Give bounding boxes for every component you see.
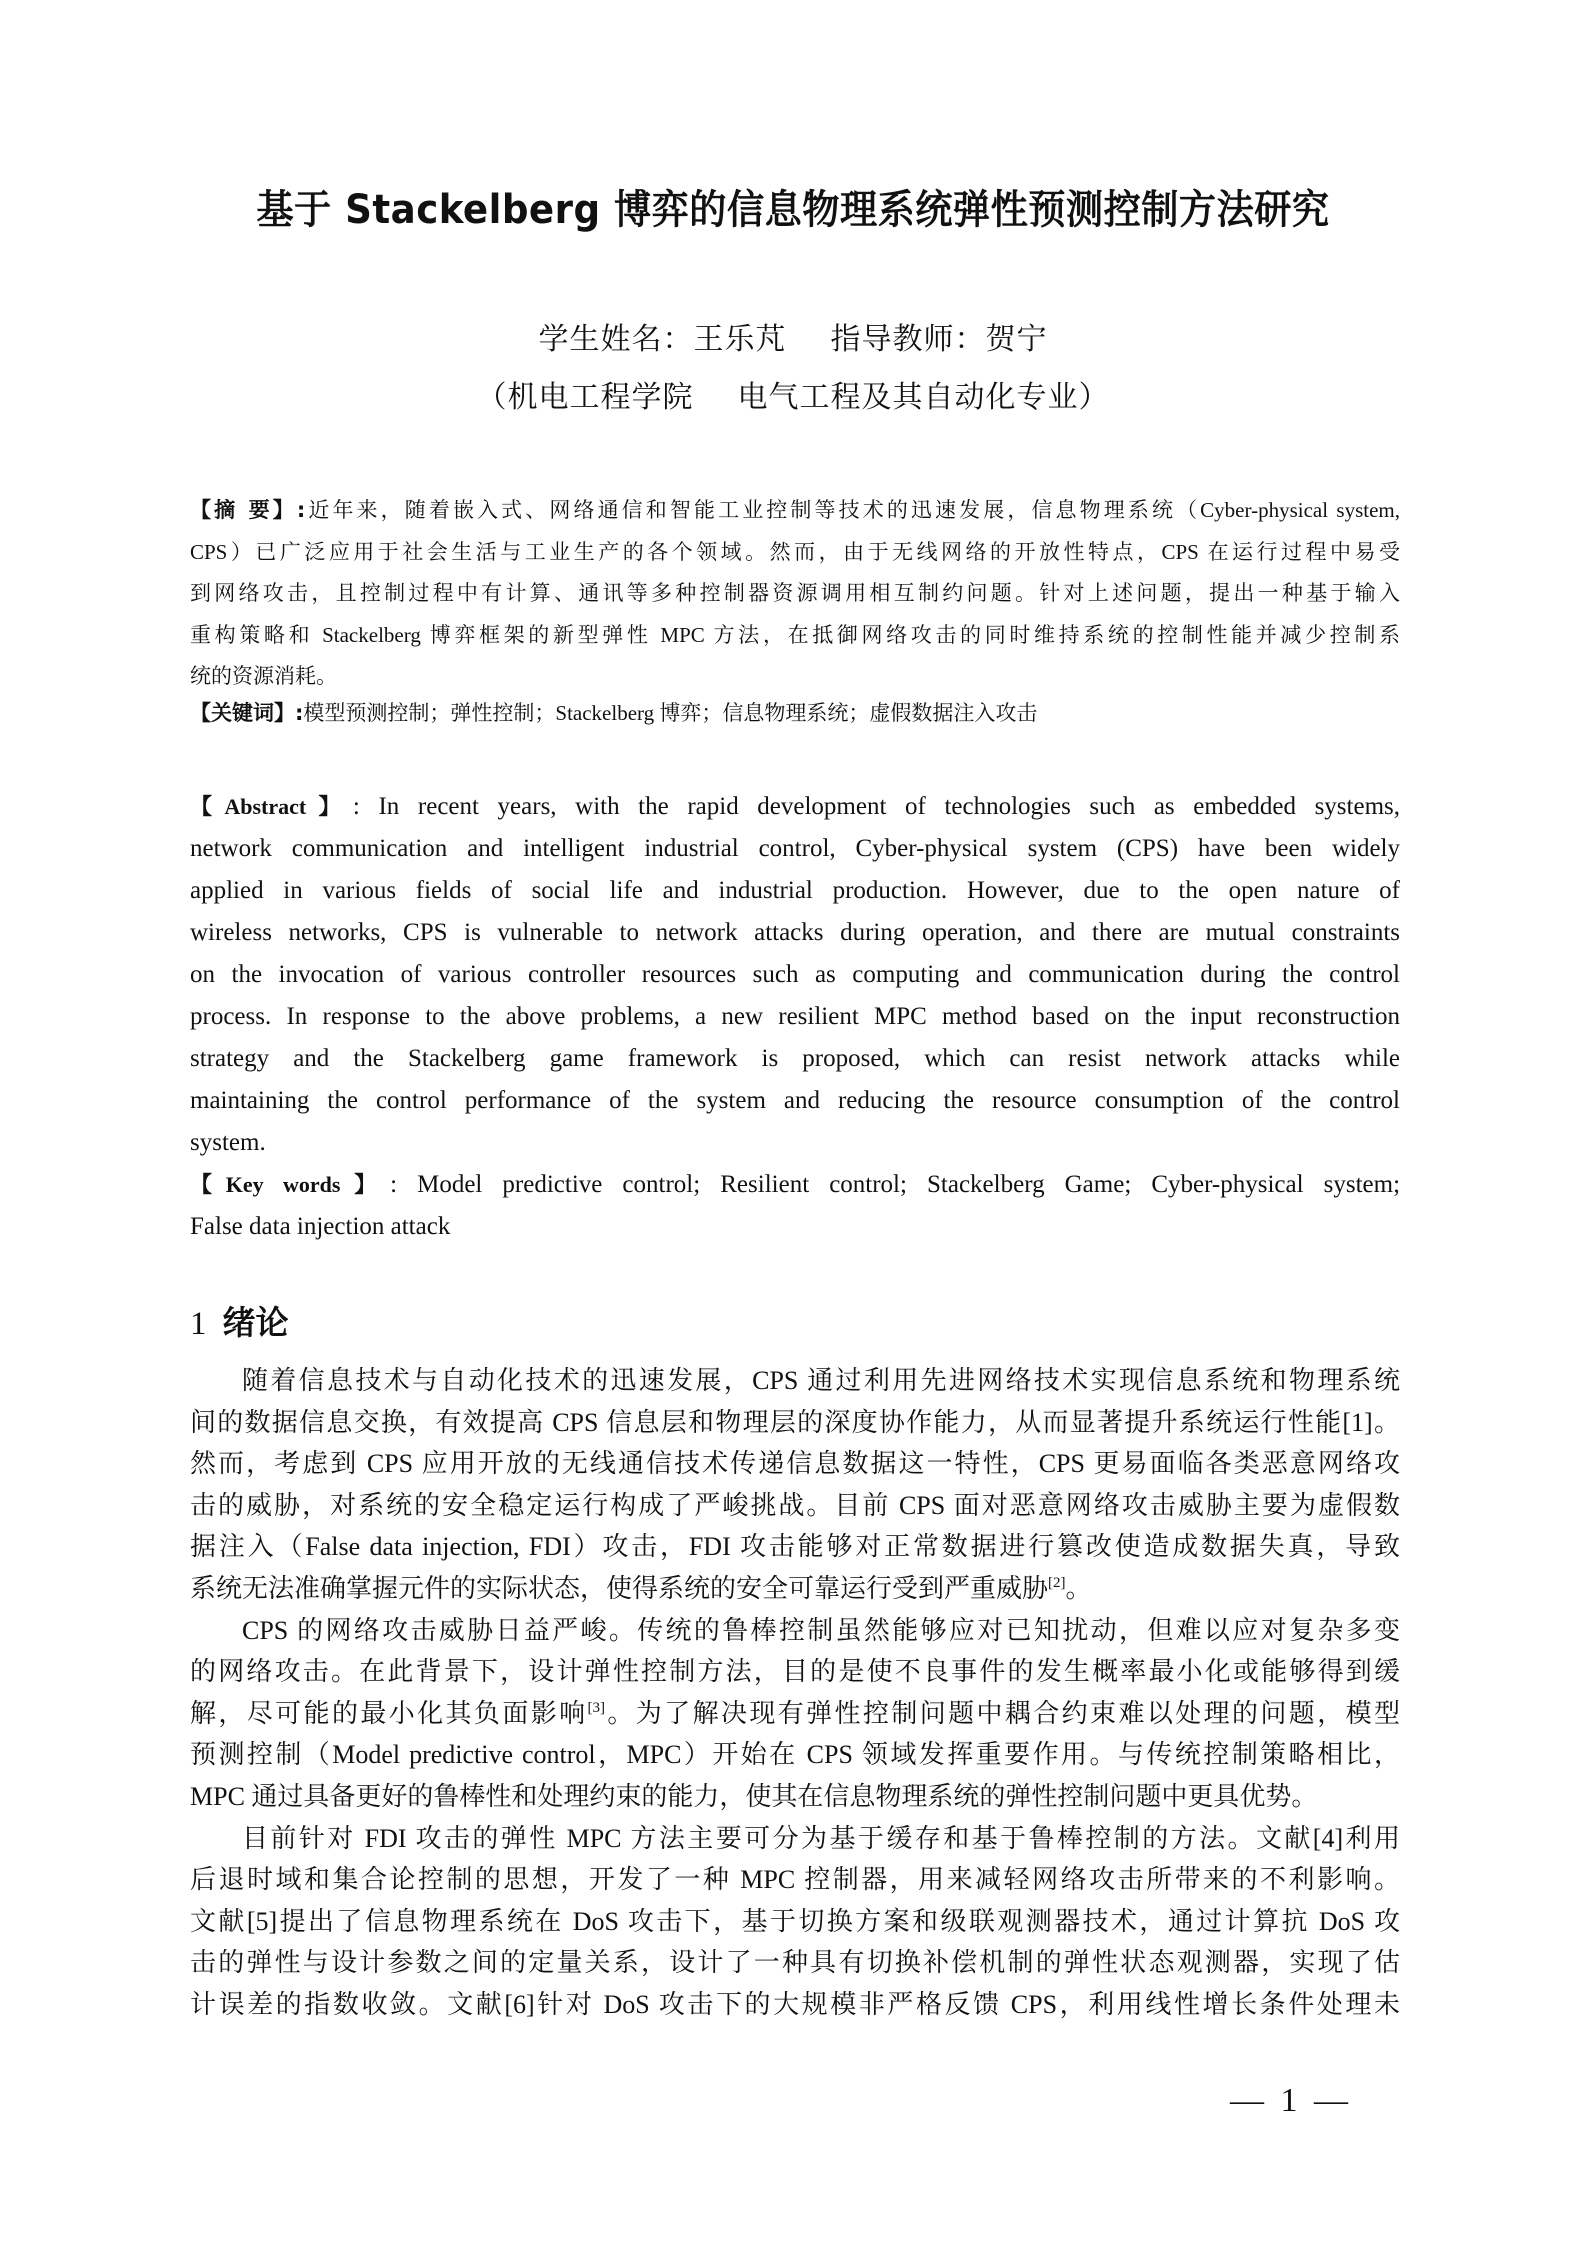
abstract-line: CPS）已广泛应用于社会生活与工业生产的各个领域。然而，由于无线网络的开放性特点，CPS 在运行过程中易受	[190, 539, 1400, 564]
body-line: 文献[5]提出了信息物理系统在 DoS 攻击下，基于切换方案和级联观测器技术，通过计算抗 DoS 攻	[190, 1906, 1400, 1936]
abstract-line	[190, 490, 1400, 532]
chinese-keywords	[190, 697, 1037, 727]
abstract-line	[190, 786, 1400, 828]
section-title-text: 绪论	[222, 1303, 289, 1342]
english-abstract	[190, 786, 1400, 1248]
abstract-line: wireless networks, CPS is vulnerable to network attacks during operation, and there are mutual constraints	[190, 919, 1400, 946]
colon: :	[352, 793, 379, 820]
citation-ref: [3]	[587, 1699, 605, 1716]
abstract-text: In recent years, with the rapid development of technologies such as embedded systems,	[378, 793, 1400, 820]
body-line: 据注入（False data injection, FDI）攻击，FDI 攻击能够对正常数据进行篡改使造成数据失真，导致	[190, 1532, 1400, 1562]
cn-keywords-label: 【关键词】:	[190, 701, 304, 725]
abstract-line: process. In response to the above problems, a new resilient MPC method based on the input reconstruction	[190, 1003, 1400, 1030]
abstract-text: 近年来，随着嵌入式、网络通信和智能工业控制等技术的迅速发展，信息物理系统（Cyber-physical system,	[305, 498, 1400, 522]
body-line: MPC 通过具备更好的鲁棒性和处理约束的能力，使其在信息物理系统的弹性控制问题中更具优势。	[190, 1781, 1318, 1811]
page-number: — 1 —	[1230, 2082, 1352, 2119]
body-text-span: 解，尽可能的最小化其负面影响	[190, 1698, 588, 1728]
abstract-line: on the invocation of various controller resources such as computing and communication during the control	[190, 961, 1400, 988]
body-line: 计误差的指数收敛。文献[6]针对 DoS 攻击下的大规模非严格反馈 CPS，利用线性增长条件处理未	[190, 1989, 1400, 2019]
en-keywords-line: False data injection attack	[190, 1213, 451, 1240]
body-line: 后退时域和集合论控制的思想，开发了一种 MPC 控制器，用来减轻网络攻击所带来的不利影响。	[190, 1865, 1400, 1895]
author-line	[0, 314, 1586, 358]
abstract-line: system.	[190, 1129, 266, 1156]
abstract-line: 统的资源消耗。	[190, 664, 337, 688]
affiliation-line	[0, 372, 1586, 416]
student-name: 王乐芃	[693, 323, 787, 356]
body-line: 目前针对 FDI 攻击的弹性 MPC 方法主要可分为基于缓存和基于鲁棒控制的方法。文献[4]利用	[242, 1823, 1400, 1853]
body-line: 随着信息技术与自动化技术的迅速发展，CPS 通过利用先进网络技术实现信息系统和物理系统	[242, 1366, 1400, 1395]
body-line	[190, 1693, 1400, 1735]
colon: :	[390, 1171, 418, 1198]
school-name: 机电工程学院	[507, 381, 694, 414]
advisor-label: 指导教师：	[830, 323, 986, 356]
body-line: 击的弹性与设计参数之间的定量关系，设计了一种具有切换补偿机制的弹性状态观测器，实现了估	[190, 1948, 1400, 1978]
paren-close: ）	[1078, 381, 1110, 414]
body-line	[190, 1568, 1400, 1610]
abstract-line: 到网络攻击，且控制过程中有计算、通讯等多种控制器资源调用相互制约问题。针对上述问题，提出一种基于输入	[190, 581, 1400, 605]
abstract-line: 重构策略和 Stackelberg 博弈框架的新型弹性 MPC 方法，在抵御网络攻击的同时维持系统的控制性能并减少控制系	[190, 622, 1400, 647]
body-line: 的网络攻击。在此背景下，设计弹性控制方法，目的是使不良事件的发生概率最小化或能够得到缓	[190, 1657, 1400, 1687]
en-abstract-label: 【Abstract】	[190, 794, 353, 819]
en-keywords-label: 【Key words】	[190, 1172, 391, 1197]
abstract-line: strategy and the Stackelberg game framework is proposed, which can resist network attacks while	[190, 1045, 1400, 1072]
body-line: 击的威胁，对系统的安全稳定运行构成了严峻挑战。目前 CPS 面对恶意网络攻击威胁主要为虚假数	[190, 1490, 1400, 1520]
en-keywords-text: Model predictive control; Resilient control; Stackelberg Game; Cyber-physical system;	[417, 1171, 1401, 1198]
paper-title: 基于 Stackelberg 博弈的信息物理系统弹性预测控制方法研究	[256, 187, 1330, 233]
chinese-abstract	[190, 490, 1400, 698]
advisor-name: 贺宁	[985, 323, 1048, 356]
abstract-line: network communication and intelligent industrial control, Cyber-physical system (CPS) have been widely	[190, 835, 1400, 862]
major-name: 电气工程及其自动化专业	[737, 381, 1079, 414]
citation-ref: [2]	[1048, 1574, 1066, 1591]
student-label: 学生姓名：	[538, 323, 694, 356]
cn-abstract-label: 【摘 要】:	[190, 498, 306, 522]
abstract-line: applied in various fields of social life and industrial production. However, due to the open nature of	[190, 877, 1400, 904]
abstract-line: maintaining the control performance of the system and reducing the resource consumption of the control	[190, 1087, 1400, 1114]
body-text-span: 系统无法准确掌握元件的实际状态，使得系统的安全可靠运行受到严重威胁	[190, 1573, 1049, 1603]
cn-keywords-text: 模型预测控制；弹性控制；Stackelberg 博弈；信息物理系统；虚假数据注入攻击	[303, 701, 1038, 725]
body-line: 预测控制（Model predictive control，MPC）开始在 CPS 领域发挥重要作用。与传统控制策略相比，	[190, 1740, 1400, 1770]
en-keywords-line	[190, 1164, 1400, 1206]
body-text-span: 。为了解决现有弹性控制问题中耦合约束难以处理的问题，模型	[605, 1698, 1400, 1728]
section-heading	[190, 1297, 289, 1344]
body-text-span: 。	[1065, 1573, 1092, 1603]
body-line: 然而，考虑到 CPS 应用开放的无线通信技术传递信息数据这一特性，CPS 更易面临各类恶意网络攻	[190, 1449, 1400, 1479]
paren-open: （	[476, 381, 508, 414]
section-number: 1	[190, 1306, 207, 1342]
body-line: 间的数据信息交换，有效提高 CPS 信息层和物理层的深度协作能力，从而显著提升系统运行性能[1]。	[190, 1407, 1400, 1437]
body-line: CPS 的网络攻击威胁日益严峻。传统的鲁棒控制虽然能够应对已知扰动，但难以应对复杂多变	[242, 1615, 1400, 1645]
body-text	[190, 1360, 1400, 2026]
